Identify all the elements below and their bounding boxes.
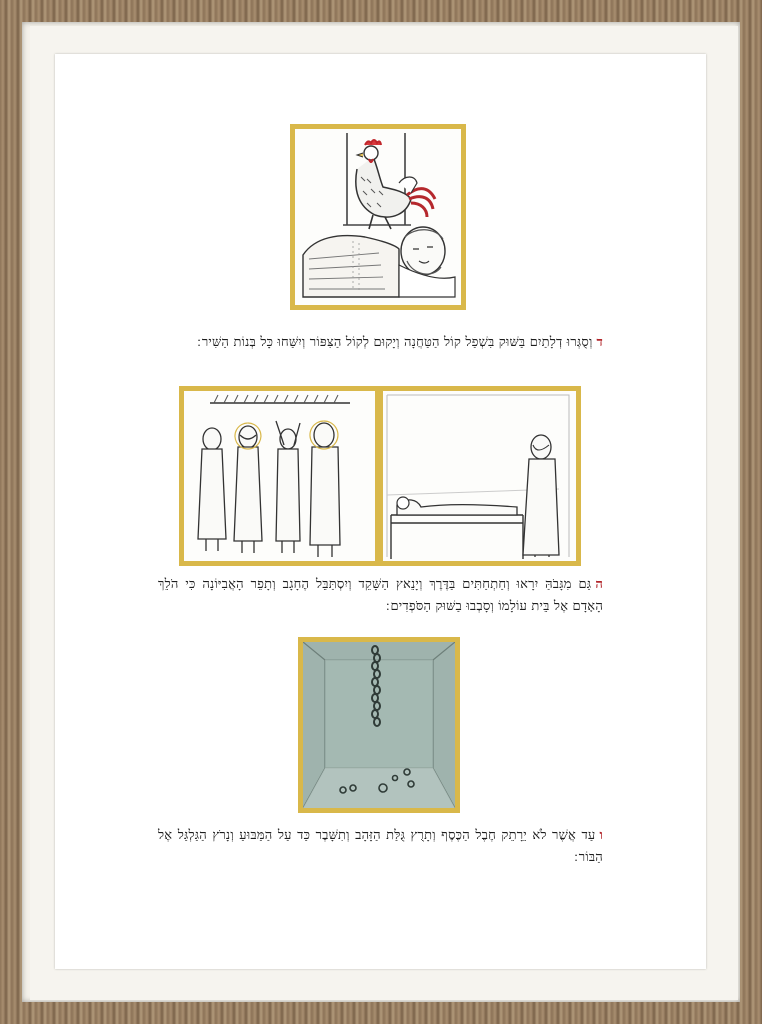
illustration-well-panel bbox=[298, 637, 460, 813]
manuscript-page bbox=[55, 54, 706, 969]
mourning-women-drawing bbox=[184, 391, 375, 561]
verse-4 bbox=[158, 332, 603, 354]
bier-drawing bbox=[383, 391, 576, 561]
rooster-sleeper-drawing bbox=[295, 129, 461, 305]
illustration-bier-panel bbox=[378, 386, 581, 566]
verse-5 bbox=[158, 574, 603, 618]
verse-number: ו bbox=[599, 828, 603, 843]
verse-text: עַד אֲשֶׁר לֹא יֵרָתֵק חֶבֶל הַכֶּסֶף וְתָרֻץ גֻּלַּת הַזָּהָב וְתִשָּׁבֶר כַּד עַל הַמַּבּוּעַ וְנָרֹץ הַגַּלְגַּל אֶל הַבּוֹר ׃ bbox=[158, 828, 603, 865]
verse-number: ד bbox=[596, 335, 603, 350]
verse-text: וְסֻגְּרוּ דְלָתַיִם בַּשּׁוּק בִּשְׁפַל קוֹל הַטַּחֲנָה וְיָקוּם לְקוֹל הַצִּפּוֹר וְיִשַּׁחוּ כָּל בְּנוֹת הַשִּׁיר ׃ bbox=[197, 335, 593, 350]
verse-6 bbox=[158, 825, 603, 869]
well-chain-drawing bbox=[303, 642, 455, 808]
verse-text: גַּם מִגָּבֹהַּ יִרָאוּ וְחַתְחַתִּים בַּדֶּרֶךְ וְיָנֵאץ הַשָּׁקֵד וְיִסְתַּבֵּל הֶחָגָב וְתָפֵר הָאֲבִיּוֹנָה כִּי הֹלֵךְ הָאָדָם אֶל בֵּית עוֹלָמוֹ וְסָבְבוּ בַשּׁוּק הַסֹּפְדִים ׃ bbox=[158, 577, 603, 614]
verse-number: ה bbox=[595, 577, 603, 592]
illustration-rooster-panel bbox=[290, 124, 466, 310]
illustration-mourners-panel bbox=[179, 386, 380, 566]
